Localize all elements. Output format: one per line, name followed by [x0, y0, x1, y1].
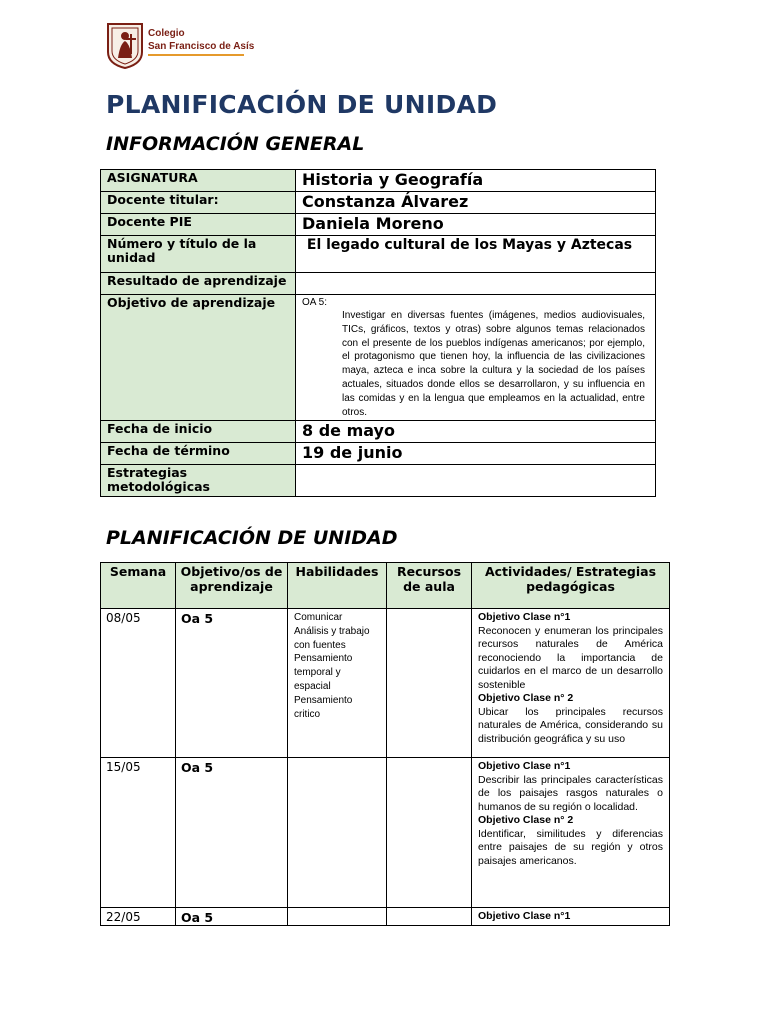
school-logo	[106, 22, 255, 72]
header-semana: Semana	[101, 563, 176, 609]
objetivo-clase-1-text: Describir las principales características de los paisajes rasgos naturales o humanos de su región o localidad.	[478, 773, 663, 813]
info-row-resultado	[101, 273, 656, 295]
objetivo-clase-2-text: Ubicar los principales recursos naturales de América, considerando su distribución geográfica y su uso	[478, 705, 663, 745]
objetivo-clase-1: Objetivo Clase n°1	[478, 760, 571, 772]
docente-titular-label: Docente titular:	[101, 192, 296, 214]
semana-cell: 22/05	[101, 908, 176, 926]
unidad-label: Número y título de la unidad	[101, 236, 296, 273]
actividades-cell	[472, 609, 670, 758]
objetivo-value	[296, 295, 656, 421]
habilidades-cell	[288, 908, 387, 926]
objetivo-text: Investigar en diversas fuentes (imágenes, medios audiovisuales, TICs, gráficos, textos y otras) sobre algunos temas relacionados con el presente de los pueblos indígenas americanos; por ejemplo, el protagonismo que tienen hoy, la influencia de las civilizaciones maya, azteca e inca sobre la cultura y la sociedad de los países actuales, situados donde ellos se desarrollaron, y su influencia en las comidas y en la lengua que empleamos en la actualidad, entre otros.	[342, 310, 645, 418]
section-heading-plan: PLANIFICACIÓN DE UNIDAD	[106, 527, 398, 549]
info-row-docente-pie	[101, 214, 656, 236]
oa-cell: Oa 5	[176, 609, 288, 758]
fecha-inicio-label: Fecha de inicio	[101, 421, 296, 443]
estrategias-value	[296, 465, 656, 497]
fecha-inicio-value: 8 de mayo	[296, 421, 656, 443]
objetivo-clase-2: Objetivo Clase n° 2	[478, 692, 574, 704]
header-habilidades: Habilidades	[288, 563, 387, 609]
logo-line-1: Colegio	[148, 28, 185, 39]
info-row-docente-titular	[101, 192, 656, 214]
objetivo-clase-1: Objetivo Clase n°1	[478, 910, 571, 922]
planning-table	[100, 562, 670, 926]
table-row	[101, 758, 670, 908]
asignatura-value: Historia y Geografía	[296, 170, 656, 192]
recursos-cell	[387, 758, 472, 908]
objetivo-code: OA 5:	[302, 297, 328, 308]
oa-cell: Oa 5	[176, 758, 288, 908]
objetivo-clase-1: Objetivo Clase n°1	[478, 611, 571, 623]
info-row-objetivo	[101, 295, 656, 421]
general-info-table	[100, 169, 656, 497]
header-actividades: Actividades/ Estrategias pedagógicas	[472, 563, 670, 609]
unidad-value: El legado cultural de los Mayas y Aztecas	[296, 236, 656, 273]
objetivo-clase-2-text: Identificar, similitudes y diferencias entre paisajes de su región y otros paisajes americanos.	[478, 827, 663, 867]
estrategias-label: Estrategias metodológicas	[101, 465, 296, 497]
page-title: PLANIFICACIÓN DE UNIDAD	[106, 90, 498, 119]
semana-cell: 08/05	[101, 609, 176, 758]
resultado-value	[296, 273, 656, 295]
resultado-label: Resultado de aprendizaje	[101, 273, 296, 295]
header-objetivo: Objetivo/os de aprendizaje	[176, 563, 288, 609]
info-row-fecha-termino	[101, 443, 656, 465]
logo-underline	[148, 54, 244, 56]
habilidades-cell	[288, 758, 387, 908]
objetivo-clase-2: Objetivo Clase n° 2	[478, 814, 574, 826]
info-row-asignatura	[101, 170, 656, 192]
info-row-unidad	[101, 236, 656, 273]
info-row-fecha-inicio	[101, 421, 656, 443]
actividades-cell	[472, 758, 670, 908]
habilidades-cell: Comunicar Análisis y trabajo con fuentes Pensamiento temporal y espacial Pensamiento critico	[288, 609, 387, 758]
table-row	[101, 908, 670, 926]
objetivo-clase-1-text: Reconocen y enumeran los principales recursos naturales de América reconociendo la importancia de cuidarlos en el marco de un desarrollo sostenible	[478, 624, 663, 691]
fecha-termino-label: Fecha de término	[101, 443, 296, 465]
objetivo-label: Objetivo de aprendizaje	[101, 295, 296, 421]
info-row-estrategias	[101, 465, 656, 497]
recursos-cell	[387, 609, 472, 758]
fecha-termino-value: 19 de junio	[296, 443, 656, 465]
logo-line-2: San Francisco de Asís	[148, 41, 255, 52]
actividades-cell	[472, 908, 670, 926]
docente-pie-value: Daniela Moreno	[296, 214, 656, 236]
school-crest-icon	[106, 22, 144, 70]
header-recursos: Recursos de aula	[387, 563, 472, 609]
recursos-cell	[387, 908, 472, 926]
planning-header-row	[101, 563, 670, 609]
semana-cell: 15/05	[101, 758, 176, 908]
oa-cell: Oa 5	[176, 908, 288, 926]
table-row	[101, 609, 670, 758]
asignatura-label: ASIGNATURA	[101, 170, 296, 192]
section-heading-general: INFORMACIÓN GENERAL	[106, 133, 365, 155]
docente-pie-label: Docente PIE	[101, 214, 296, 236]
docente-titular-value: Constanza Álvarez	[296, 192, 656, 214]
